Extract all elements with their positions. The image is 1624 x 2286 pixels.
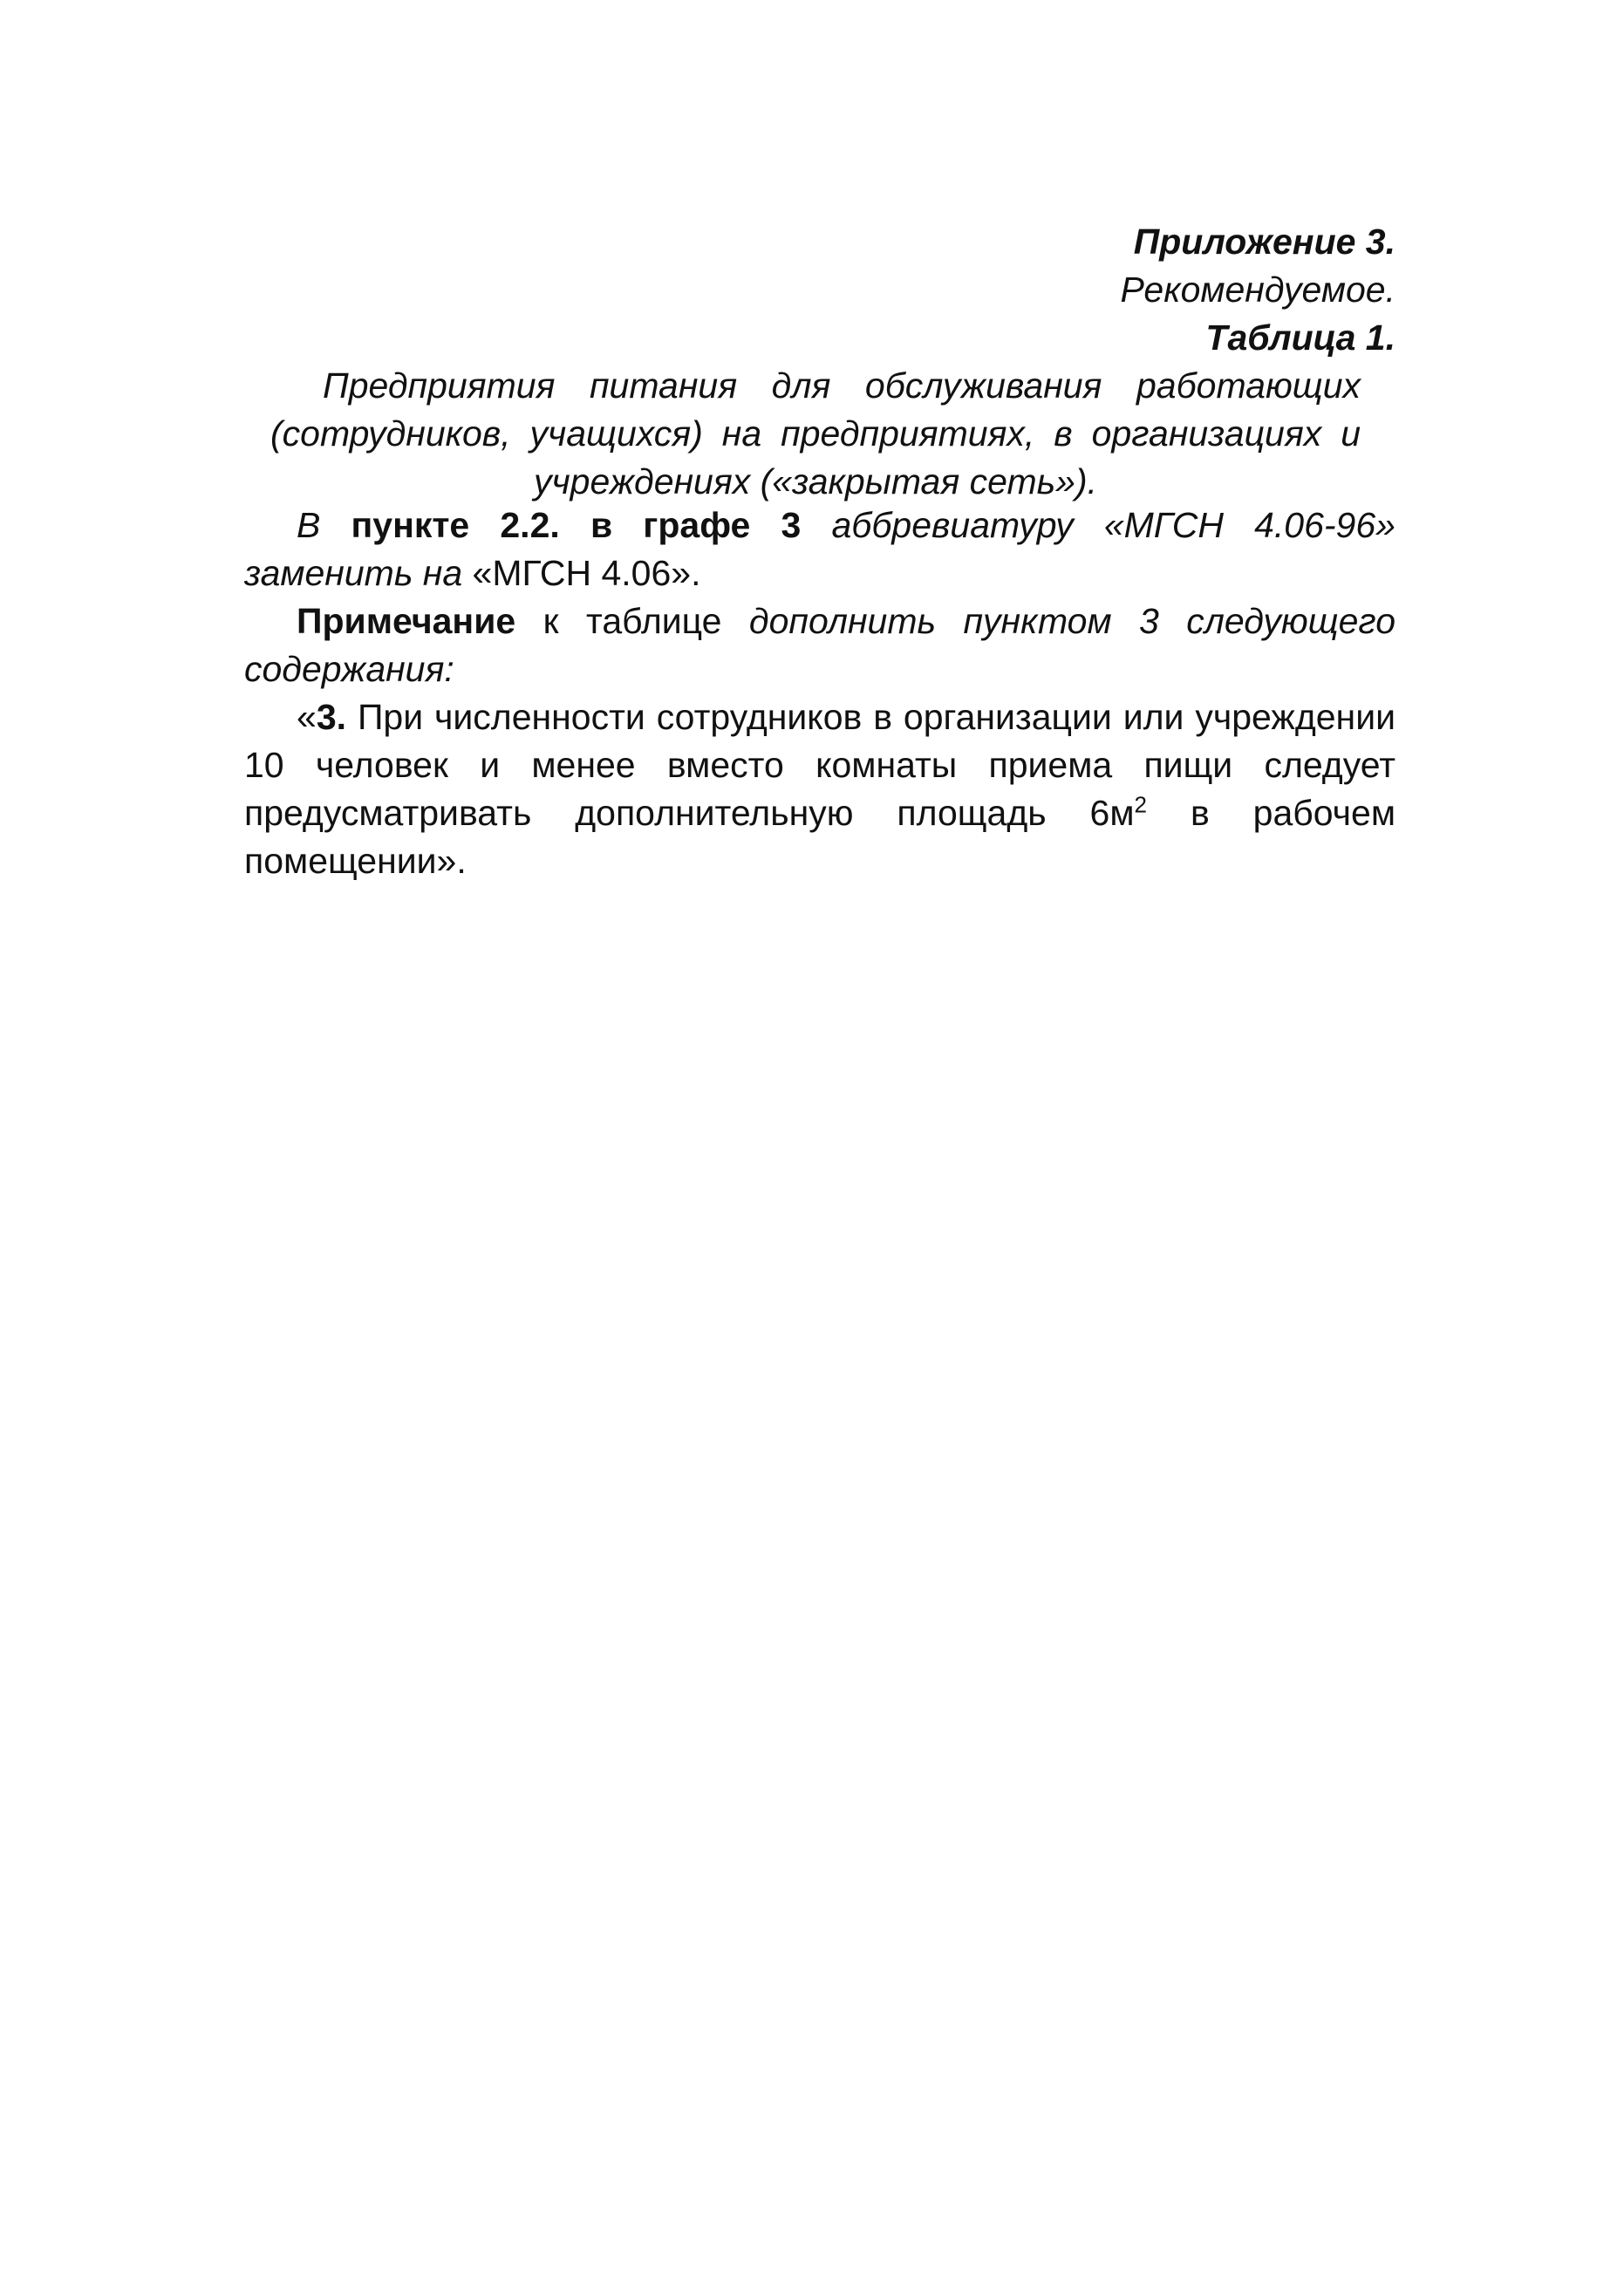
- para1-space: [560, 505, 590, 545]
- paragraph-item-3: [244, 693, 1395, 885]
- item3-text-end: в рабочем помещении».: [244, 793, 1396, 881]
- para1-text-1: В: [297, 505, 351, 545]
- item3-text: При численности сотрудников в организации или учреждении 10 человек и менее вместо комнаты приема пищи следует предусматривать дополнительную площадь 6м: [244, 697, 1395, 833]
- para1-item-ref: пункте 2.2.: [351, 505, 560, 545]
- para1-column-ref: в графе 3: [590, 505, 802, 545]
- appendix-title: Приложение 3.: [1133, 222, 1395, 262]
- table-title: Таблица 1.: [1205, 317, 1395, 358]
- item3-number: 3.: [316, 697, 347, 737]
- appendix-header: [244, 218, 1395, 506]
- paragraph-amendment: [244, 502, 1395, 597]
- paragraph-note: [244, 597, 1395, 693]
- note-label: Примечание: [297, 601, 516, 641]
- item3-superscript: 2: [1134, 791, 1148, 818]
- recommended-label: Рекомендуемое.: [1120, 270, 1395, 310]
- note-text-2: дополнить пунктом 3 следующего содержания:: [244, 601, 1395, 689]
- para1-text-3: «МГСН 4.06».: [462, 553, 701, 593]
- document-body: [244, 502, 1395, 885]
- item3-quote: «: [297, 697, 317, 737]
- note-text-1: к таблице: [515, 601, 749, 641]
- table-caption: Предприятия питания для обслуживания работающих (сотрудников, учащихся) на предприятиях, в организациях и учреждениях («закрытая сеть»).: [270, 365, 1361, 502]
- para1-text-2: аббревиатуру «МГСН 4.06-96» заменить на: [244, 505, 1395, 593]
